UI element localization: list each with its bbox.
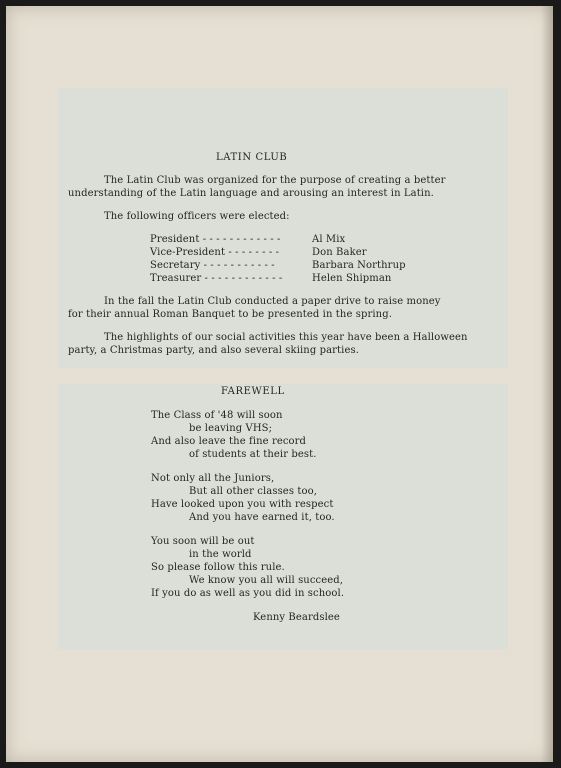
officer-role-vice-president: Vice-President - - - - - - - - (150, 247, 280, 258)
poem-line: Have looked upon you with respect (151, 499, 334, 510)
latin-intro-line-2: understanding of the Latin language and arousing an interest in Latin. (68, 188, 434, 199)
poem-line: in the world (189, 549, 252, 560)
poem-line: The Class of '48 will soon (151, 410, 283, 421)
document-page (6, 6, 553, 762)
farewell-title: FAREWELL (221, 386, 285, 397)
officer-role-treasurer: Treasurer - - - - - - - - - - - - (150, 273, 283, 284)
poem-line: If you do as well as you did in school. (151, 588, 345, 599)
latin-club-title: LATIN CLUB (216, 152, 288, 163)
page-spine-shadow (541, 6, 553, 762)
poem-line: You soon will be out (151, 536, 255, 547)
poem-line: And also leave the fine record (151, 436, 307, 447)
poem-line: And you have earned it, too. (189, 512, 335, 523)
officer-role-president: President - - - - - - - - - - - - (150, 234, 281, 245)
poem-line: We know you all will succeed, (189, 575, 344, 586)
latin-social-line-2: party, a Christmas party, and also several skiing parties. (68, 345, 360, 356)
officer-name-treasurer: Helen Shipman (312, 273, 392, 284)
latin-social-line-1: The highlights of our social activities this year have been a Halloween (104, 332, 468, 343)
poem-line: So please follow this rule. (151, 562, 285, 573)
officer-role-secretary: Secretary - - - - - - - - - - - (150, 260, 275, 271)
latin-intro-line-1: The Latin Club was organized for the purpose of creating a better (104, 175, 446, 186)
latin-club-panel (58, 88, 508, 368)
officers-intro: The following officers were elected: (104, 211, 290, 222)
poem-line: Not only all the Juniors, (151, 473, 275, 484)
poem-line: be leaving VHS; (189, 423, 273, 434)
latin-drive-line-1: In the fall the Latin Club conducted a paper drive to raise money (104, 296, 441, 307)
officer-name-president: Al Mix (312, 234, 346, 245)
officer-name-vice-president: Don Baker (312, 247, 367, 258)
latin-drive-line-2: for their annual Roman Banquet to be presented in the spring. (68, 309, 392, 320)
poem-line: of students at their best. (189, 449, 317, 460)
officer-name-secretary: Barbara Northrup (312, 260, 406, 271)
poem-line: But all other classes too, (189, 486, 317, 497)
poem-author: Kenny Beardslee (253, 612, 340, 623)
